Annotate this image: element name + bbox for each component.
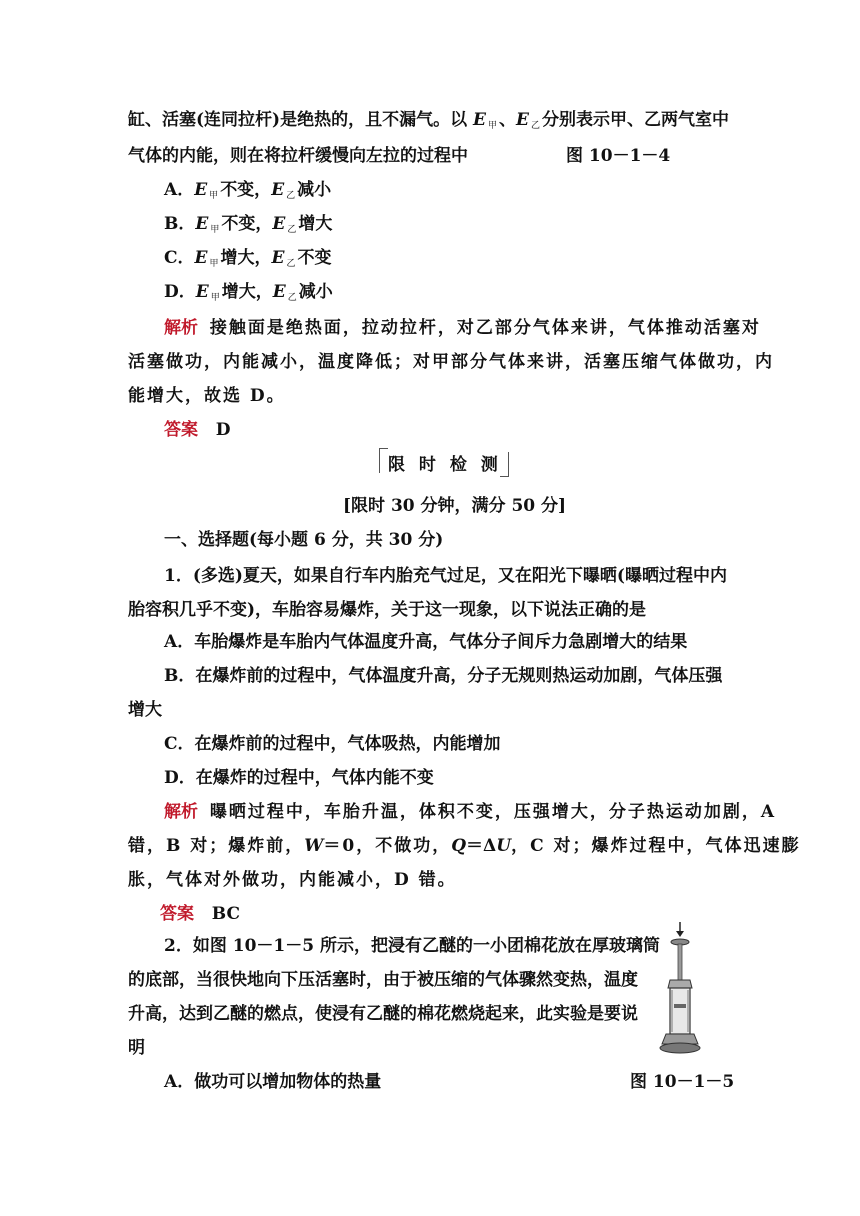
q1-option-b: B．在爆炸前的过程中，气体温度升高，分子无规则热运动加剧，气体压强: [164, 666, 723, 686]
q1-answer-label: 答案: [160, 904, 194, 924]
q1-analysis-line-2: 错，B 对；爆炸前，W＝0，不做功，Q＝ΔU，C 对；爆炸过程中，气体迅速膨: [128, 836, 801, 856]
q2-stem-2: 的底部，当很快地向下压活塞时，由于被压缩的气体骤然变热，温度: [128, 970, 638, 990]
figure-caption-10-1-4: 图 10－1－4: [566, 146, 671, 166]
q1-stem-2: 胎容积几乎不变)，车胎容易爆炸，关于这一现象，以下说法正确的是: [128, 600, 647, 620]
q2-stem-3: 升高，达到乙醚的燃点，使浸有乙醚的棉花燃烧起来，此实验是要说: [128, 1004, 638, 1024]
q1-answer-line: 答案 BC: [160, 904, 240, 924]
section-heading: 限 时 检 测: [388, 450, 502, 475]
stem-line-1: 缸、活塞(连同拉杆)是绝热的，且不漏气。以 E $_甲$ 、E $_乙$ 分别表示甲、乙两气室中: [128, 110, 729, 131]
q2-option-a: A．做功可以增加物体的热量: [164, 1072, 382, 1092]
analysis-line-1: 解析 接触面是绝热面，拉动拉杆，对乙部分气体来讲，气体推动活塞对: [164, 318, 761, 338]
answer-label: 答案: [164, 420, 198, 440]
q1-option-c: C．在爆炸前的过程中，气体吸热，内能增加: [164, 734, 501, 754]
option-a: A．E $_甲$ 不变，E $_乙$ 减小: [164, 180, 332, 201]
glass-cylinder-apparatus-image: [658, 922, 702, 1056]
q1-analysis-label: 解析: [164, 802, 198, 822]
analysis-line-3: 能增大，故选 D。: [128, 386, 286, 406]
part-one-title: 一、选择题(每小题 6 分，共 30 分): [164, 530, 444, 550]
figure-caption-10-1-5: 图 10－1－5: [630, 1072, 735, 1092]
analysis-label: 解析: [164, 318, 198, 338]
q1-option-b-cont: 增大: [128, 700, 162, 720]
option-c: C．E $_甲$ 增大，E $_乙$ 不变: [164, 248, 332, 269]
analysis-line-2: 活塞做功，内能减小，温度降低；对甲部分气体来讲，活塞压缩气体做功，内: [128, 352, 774, 372]
q2-stem-4: 明: [128, 1038, 145, 1058]
answer-line: 答案 D: [164, 420, 231, 440]
q1-option-a: A．车胎爆炸是车胎内气体温度升高，气体分子间斥力急剧增大的结果: [164, 632, 688, 652]
q1-stem-1: 1．(多选)夏天，如果自行车内胎充气过足，又在阳光下曝晒(曝晒过程中内: [164, 566, 727, 586]
option-d: D．E $_甲$ 增大，E $_乙$ 减小: [164, 282, 333, 303]
q1-analysis-line-1: 解析 曝晒过程中，车胎升温，体积不变，压强增大，分子热运动加剧，A: [164, 802, 777, 822]
time-limit: [限时 30 分钟，满分 50 分]: [343, 496, 567, 516]
q1-option-d: D．在爆炸的过程中，气体内能不变: [164, 768, 434, 788]
option-b: B．E $_甲$ 不变，E $_乙$ 增大: [164, 214, 333, 235]
stem-line-2: 气体的内能，则在将拉杆缓慢向左拉的过程中: [128, 146, 468, 166]
q1-analysis-line-3: 胀，气体对外做功，内能减小，D 错。: [128, 870, 457, 890]
q2-stem-1: 2．如图 10－1－5 所示，把浸有乙醚的一小团棉花放在厚玻璃筒: [164, 936, 660, 956]
